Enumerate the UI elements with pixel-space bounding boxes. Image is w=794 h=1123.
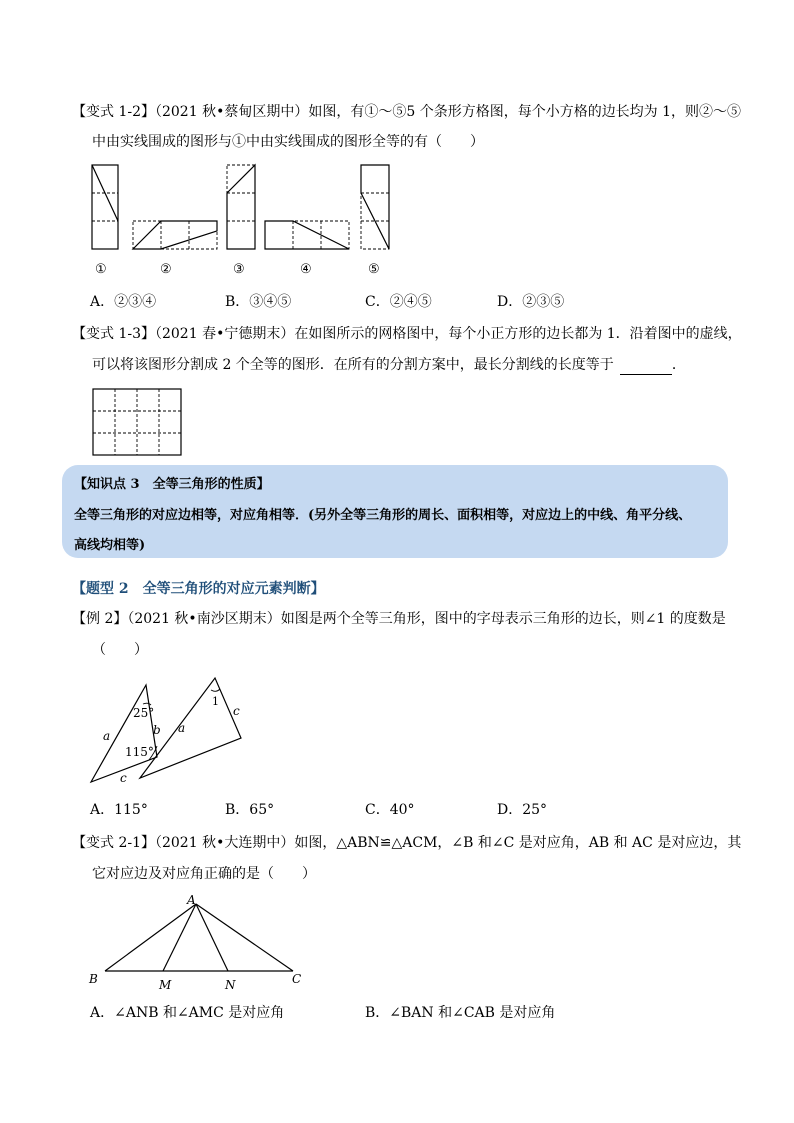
- variant-2-1-line1: 【变式 2-1】（2021 秋•大连期中）如图，△ABN≌△ACM，∠B 和∠C 是对应角，AB 和 AC 是对应边，其: [72, 835, 742, 851]
- figure-label-4: ④: [300, 262, 312, 277]
- v21-option-a: A．∠ANB 和∠AMC 是对应角: [90, 1005, 285, 1021]
- label-point-n: N: [225, 978, 236, 992]
- type-2-heading: 【题型 2 全等三角形的对应元素判断】: [72, 581, 325, 597]
- label-c-right: c: [233, 704, 240, 718]
- v12-option-a: A．②③④: [90, 294, 157, 310]
- congruent-triangles-figure: [85, 670, 260, 788]
- label-b-left: b: [153, 723, 161, 737]
- label-vertex-c: C: [292, 972, 302, 986]
- v12-option-b: B．③④⑤: [225, 294, 292, 310]
- variant-1-2-line1: 【变式 1-2】（2021 秋•蔡甸区期中）如图，有①～⑤5 个条形方格图，每个小方格的边长均为 1，则②～⑤: [72, 104, 742, 120]
- label-point-m: M: [159, 978, 172, 992]
- ex2-option-a: A．115°: [90, 802, 148, 818]
- v12-option-d: D．②③⑤: [497, 294, 565, 310]
- label-vertex-b: B: [89, 972, 98, 986]
- variant-1-3-line2-end: ．: [671, 357, 686, 373]
- variant-1-3-line1: 【变式 1-3】（2021 春•宁德期末）在如图所示的网格图中，每个小正方形的边长都为 1．沿着图中的虚线，: [72, 326, 742, 342]
- label-a-right: a: [178, 721, 186, 735]
- label-angle-1: 1: [212, 695, 219, 708]
- label-a-left: a: [103, 729, 111, 743]
- strip-figure-5: [361, 165, 389, 249]
- v21-option-b: B．∠BAN 和∠CAB 是对应角: [365, 1005, 556, 1021]
- figure-label-3: ③: [233, 262, 245, 277]
- figure-label-1: ①: [95, 262, 107, 277]
- strip-grid-figures: [85, 160, 405, 256]
- example-2-line2: （ ）: [92, 642, 148, 658]
- label-angle-25: 25°: [133, 706, 155, 720]
- figure-label-2: ②: [160, 262, 172, 277]
- ex2-option-b: B．65°: [225, 802, 275, 818]
- answer-blank: [620, 360, 672, 375]
- label-c-left: c: [120, 771, 127, 785]
- variant-2-1-line2: 它对应边及对应角正确的是（ ）: [92, 866, 316, 882]
- strip-figure-4: [265, 221, 349, 249]
- figure-label-5: ⑤: [368, 262, 380, 277]
- variant-1-2-line2: 中由实线围成的图形与①中由实线围成的图形全等的有（ ）: [92, 134, 484, 150]
- knowledge-body-line2: 高线均相等): [74, 538, 146, 553]
- label-vertex-a: A: [187, 893, 196, 907]
- example-2-line1: 【例 2】（2021 秋•南沙区期末）如图是两个全等三角形，图中的字母表示三角形的边长，则∠1 的度数是: [72, 611, 726, 627]
- strip-figure-2: [133, 221, 217, 249]
- knowledge-title: 【知识点 3 全等三角形的性质】: [74, 477, 270, 492]
- v12-option-c: C．②④⑤: [365, 294, 432, 310]
- ex2-option-c: C．40°: [365, 802, 415, 818]
- label-angle-115: 115°: [125, 745, 154, 759]
- triangle-left: [91, 685, 157, 782]
- strip-figure-1: [92, 165, 118, 249]
- variant-1-3-line2: [92, 355, 686, 375]
- ex2-option-d: D．25°: [497, 802, 548, 818]
- knowledge-point-box: [62, 465, 728, 558]
- cut-grid-figure: [92, 388, 184, 458]
- strip-figure-3: [227, 165, 255, 249]
- variant-1-3-line2-text: 可以将该图形分割成 2 个全等的图形．在所有的分割方案中，最长分割线的长度等于: [92, 357, 614, 373]
- triangle-abc-figure: [85, 890, 315, 994]
- knowledge-body-line1: 全等三角形的对应边相等，对应角相等．(另外全等三角形的周长、面积相等，对应边上的中线、角平分线、: [74, 508, 692, 523]
